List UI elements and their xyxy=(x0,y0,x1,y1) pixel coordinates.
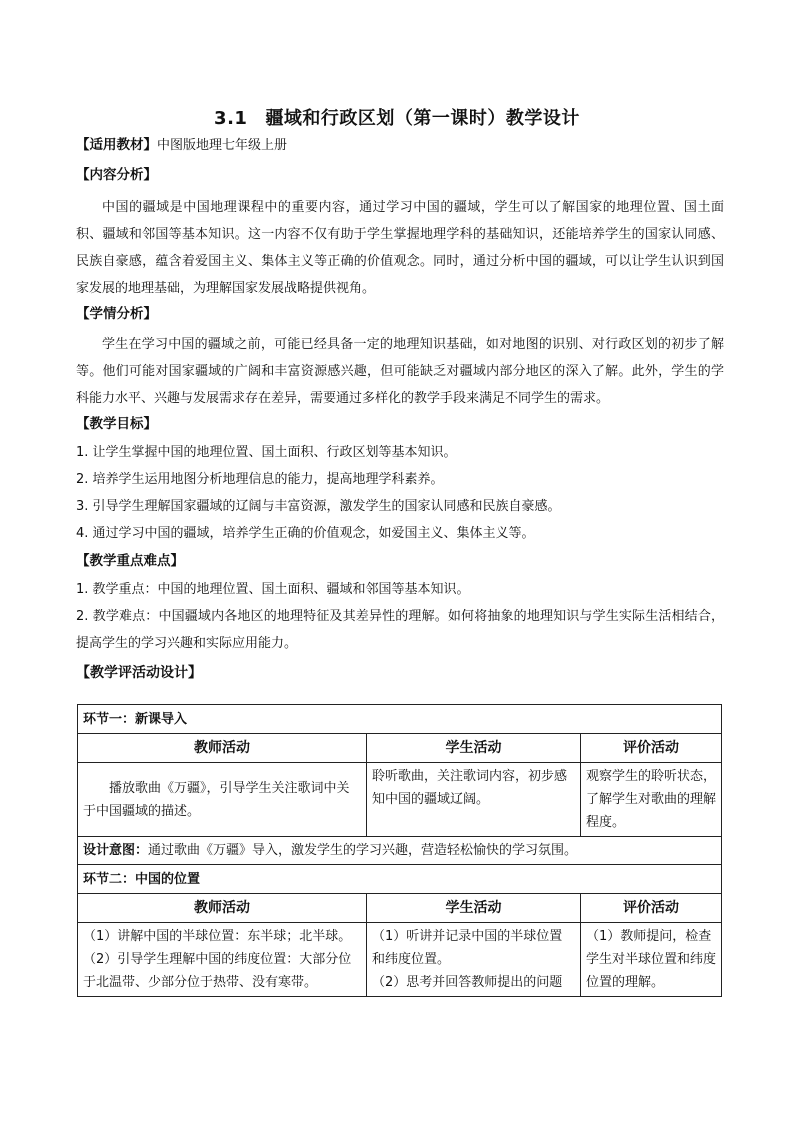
step2-teacher-cell xyxy=(78,923,367,997)
objectives-heading: 【教学目标】 xyxy=(76,416,157,432)
step1-content-row xyxy=(78,763,722,837)
student-analysis-text: 学生在学习中国的疆域之前，可能已经具备一定的地理知识基础，如对地图的识别、对行政区划的初步了解等。他们可能对国家疆域的广阔和丰富资源感兴趣，但可能缺乏对疆域内部分地区的深入了解。此外，学生的学科能力水平、兴趣与发展需求存在差异，需要通过多样化的教学手段来满足不同学生的需求。 xyxy=(76,337,724,406)
col-teacher-header: 教师活动 xyxy=(78,894,367,923)
step1-student-cell: 聆听歌曲，关注歌词内容，初步感知中国的疆域辽阔。 xyxy=(367,763,581,837)
step1-intent-cell xyxy=(78,837,722,865)
step1-eval-cell: 观察学生的聆听状态，了解学生对歌曲的理解程度。 xyxy=(581,763,722,837)
content-analysis-text: 中国的疆域是中国地理课程中的重要内容，通过学习中国的疆域，学生可以了解国家的地理位置、国土面积、疆域和邻国等基本知识。这一内容不仅有助于学生掌握地理学科的基础知识，还能培养学生的国家认同感、民族自豪感，蕴含着爱国主义、集体主义等正确的价值观念。同时，通过分析中国的疆域，可以让学生认识到国家发展的地理基础，为理解国家发展战略提供视角。 xyxy=(76,200,724,296)
col-eval-header: 评价活动 xyxy=(581,734,722,763)
material-line xyxy=(76,132,726,159)
objective-item: 4. 通过学习中国的疆域，培养学生正确的价值观念，如爱国主义、集体主义等。 xyxy=(76,526,535,541)
intent-label: 设计意图： xyxy=(83,843,149,858)
material-label: 【适用教材】 xyxy=(76,137,157,153)
page-title xyxy=(0,104,794,130)
col-student-header: 学生活动 xyxy=(367,894,581,923)
step2-header-row xyxy=(78,894,722,923)
step2-teacher-item: （1）讲解中国的半球位置：东半球；北半球。 xyxy=(83,929,352,944)
key-difficulty-item: 2. 教学难点：中国疆域内各地区的地理特征及其差异性的理解。如何将抽象的地理知识与学生实际生活相结合，提高学生的学习兴趣和实际应用能力。 xyxy=(76,609,724,651)
material-value: 中图版地理七年级上册 xyxy=(157,138,288,153)
step2-student-cell xyxy=(367,923,581,997)
col-student-header: 学生活动 xyxy=(367,734,581,763)
col-teacher-header: 教师活动 xyxy=(78,734,367,763)
objective-item: 1. 让学生掌握中国的地理位置、国土面积、行政区划等基本知识。 xyxy=(76,445,457,460)
step2-content-row xyxy=(78,923,722,997)
step1-intent-row xyxy=(78,837,722,865)
step1-title: 环节一：新课导入 xyxy=(78,705,722,734)
student-analysis-heading: 【学情分析】 xyxy=(76,306,157,322)
activity-design-heading: 【教学评活动设计】 xyxy=(76,665,202,681)
step1-teacher-cell: 播放歌曲《万疆》，引导学生关注歌词中关于中国疆域的描述。 xyxy=(78,763,367,837)
objective-item: 2. 培养学生运用地图分析地理信息的能力，提高地理学科素养。 xyxy=(76,472,444,487)
step2-eval-cell: （1）教师提问，检查学生对半球位置和纬度位置的理解。 xyxy=(581,923,722,997)
objective-item: 3. 引导学生理解国家疆域的辽阔与丰富资源，激发学生的国家认同感和民族自豪感。 xyxy=(76,499,561,514)
content-analysis-heading: 【内容分析】 xyxy=(76,167,157,183)
key-point-item: 1. 教学重点：中国的地理位置、国土面积、疆域和邻国等基本知识。 xyxy=(76,582,470,597)
step1-header-row xyxy=(78,734,722,763)
step2-teacher-item: （2）引导学生理解中国的纬度位置：大部分位于北温带、少部分位于热带、没有寒带。 xyxy=(83,952,352,990)
key-points-heading: 【教学重点难点】 xyxy=(76,553,184,569)
step2-title: 环节二：中国的位置 xyxy=(78,865,722,894)
intent-text: 通过歌曲《万疆》导入，激发学生的学习兴趣，营造轻松愉快的学习氛围。 xyxy=(148,843,578,858)
activity-table xyxy=(77,704,722,997)
step2-student-item: （1）听讲并记录中国的半球位置和纬度位置。 xyxy=(372,929,563,967)
step1-title-row xyxy=(78,705,722,734)
col-eval-header: 评价活动 xyxy=(581,894,722,923)
step2-title-row xyxy=(78,865,722,894)
step2-student-item: （2）思考并回答教师提出的问题 xyxy=(372,975,563,990)
title-text: 疆域和行政区划（第一课时）教学设计 xyxy=(265,108,580,129)
section-number: 3.1 xyxy=(214,108,248,129)
